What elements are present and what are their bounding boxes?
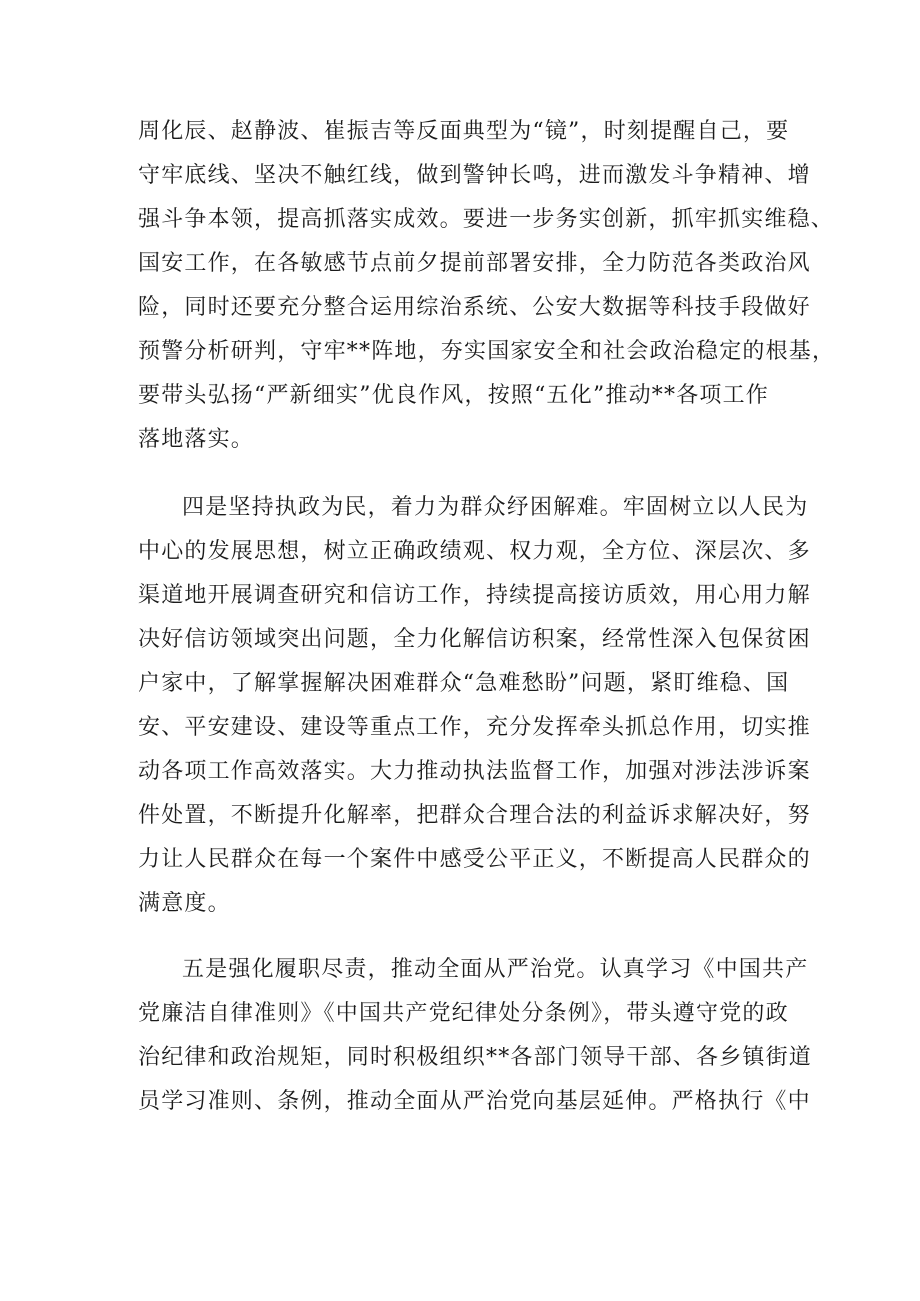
paragraph-line: 落地落实。	[138, 427, 255, 452]
paragraph-line: 户家中，了解掌握解决困难群众“急难愁盼”问题，紧盯维稳、国	[138, 671, 790, 696]
paragraph-line: 治纪律和政治规矩，同时积极组织**各部门领导干部、各乡镇街道	[138, 1045, 813, 1070]
paragraph-line: 安、平安建设、建设等重点工作，充分发挥牵头抓总作用，切实推	[138, 715, 811, 740]
paragraph-line: 员学习准则、条例，推动全面从严治党向基层延伸。严格执行《中	[138, 1089, 811, 1114]
paragraph-line: 强斗争本领，提高抓落实成效。要进一步务实创新，抓牢抓实维稳、	[138, 207, 835, 232]
paragraph-line: 中心的发展思想，树立正确政绩观、权力观，全方位、深层次、多	[138, 539, 811, 564]
paragraph-line: 力让人民群众在每一个案件中感受公平正义，不断提高人民群众的	[138, 847, 811, 872]
paragraph-line: 四是坚持执政为民，着力为群众纾困解难。牢固树立以人民为	[182, 495, 809, 520]
paragraph-line: 周化辰、赵静波、崔振吉等反面典型为“镜”，时刻提醒自己，要	[138, 119, 790, 144]
paragraph-line: 国安工作，在各敏感节点前夕提前部署安排，全力防范各类政治风	[138, 251, 811, 276]
paragraph-line: 险，同时还要充分整合运用综治系统、公安大数据等科技手段做好	[138, 295, 811, 320]
paragraph-line: 决好信访领域突出问题，全力化解信访积案，经常性深入包保贫困	[138, 627, 811, 652]
paragraph-line: 要带头弘扬“严新细实”优良作风，按照“五化”推动**各项工作	[138, 383, 769, 408]
paragraph-line: 守牢底线、坚决不触红线，做到警钟长鸣，进而激发斗争精神、增	[138, 163, 811, 188]
paragraph-line: 渠道地开展调查研究和信访工作，持续提高接访质效，用心用力解	[138, 583, 811, 608]
paragraph-line: 五是强化履职尽责，推动全面从严治党。认真学习《中国共产	[182, 957, 809, 982]
paragraph-line: 满意度。	[138, 891, 231, 916]
paragraph-line: 预警分析研判，守牢**阵地，夯实国家安全和社会政治稳定的根基，	[138, 339, 836, 364]
paragraph-line: 党廉洁自律准则》《中国共产党纪律处分条例》，带头遵守党的政	[138, 1001, 789, 1026]
paragraph-line: 动各项工作高效落实。大力推动执法监督工作，加强对涉法涉诉案	[138, 759, 811, 784]
paragraph-line: 件处置，不断提升化解率，把群众合理合法的利益诉求解决好，努	[138, 803, 811, 828]
